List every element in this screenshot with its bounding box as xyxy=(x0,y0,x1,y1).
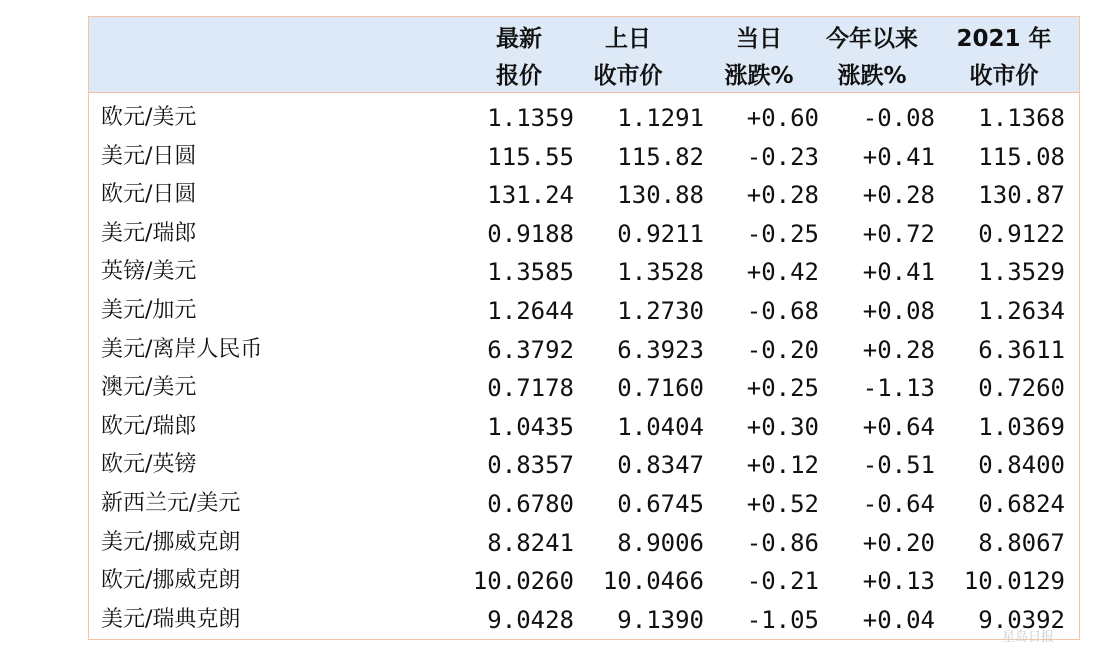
cell-prev-close: 0.8347 xyxy=(617,451,704,480)
table-row xyxy=(89,369,1079,407)
cell-prev-close: 0.9211 xyxy=(617,219,704,248)
cell-prev-close: 6.3923 xyxy=(617,335,704,364)
table-row xyxy=(89,253,1079,291)
table-row xyxy=(89,99,1079,137)
cell-latest: 115.55 xyxy=(487,142,574,171)
table-row xyxy=(89,485,1079,523)
table-row xyxy=(89,138,1079,176)
table-row xyxy=(89,408,1079,446)
cell-close-2021: 1.0369 xyxy=(978,412,1065,441)
cell-pair: 澳元/美元 xyxy=(101,375,197,401)
cell-pair: 美元/日圆 xyxy=(101,143,197,169)
cell-pair: 美元/挪威克朗 xyxy=(101,529,241,555)
cell-latest: 10.0260 xyxy=(472,567,574,596)
cell-day-change: +0.12 xyxy=(746,451,819,480)
cell-latest: 6.3792 xyxy=(487,335,574,364)
table-row xyxy=(89,524,1079,562)
cell-latest: 1.1359 xyxy=(487,104,574,132)
cell-ytd-change: +0.20 xyxy=(862,528,935,557)
cell-close-2021: 1.3529 xyxy=(978,258,1065,287)
cell-ytd-change: +0.41 xyxy=(862,258,935,287)
cell-pair: 欧元/挪威克朗 xyxy=(101,568,241,594)
cell-ytd-change: +0.08 xyxy=(862,297,935,325)
watermark: 星岛日报 xyxy=(1002,630,1055,645)
header-ytd-change: 今年以来 涨跌% xyxy=(826,26,918,89)
cell-pair: 美元/瑞郎 xyxy=(101,220,197,246)
cell-close-2021: 0.7260 xyxy=(978,374,1065,403)
cell-day-change: +0.52 xyxy=(746,490,819,518)
table-row xyxy=(89,176,1079,214)
cell-pair: 新西兰元/美元 xyxy=(101,491,241,516)
cell-ytd-change: +0.13 xyxy=(862,567,935,596)
table-row xyxy=(89,331,1079,369)
cell-latest: 1.2644 xyxy=(487,297,574,325)
cell-day-change: +0.25 xyxy=(746,374,819,403)
cell-latest: 9.0428 xyxy=(487,605,574,634)
cell-close-2021: 10.0129 xyxy=(963,567,1065,596)
cell-day-change: -0.25 xyxy=(746,219,819,248)
cell-pair: 欧元/美元 xyxy=(101,105,197,130)
cell-latest: 0.7178 xyxy=(487,374,574,403)
header-latest: 最新 报价 xyxy=(496,26,542,89)
cell-prev-close: 1.0404 xyxy=(617,412,704,441)
cell-ytd-change: -0.51 xyxy=(862,451,935,480)
cell-ytd-change: +0.28 xyxy=(862,181,935,210)
cell-close-2021: 9.0392 xyxy=(978,605,1065,634)
cell-prev-close: 8.9006 xyxy=(617,528,704,557)
cell-latest: 0.6780 xyxy=(487,490,574,518)
cell-prev-close: 1.1291 xyxy=(617,104,704,132)
cell-day-change: -0.23 xyxy=(746,142,819,171)
cell-day-change: -0.20 xyxy=(746,335,819,364)
cell-ytd-change: -0.08 xyxy=(862,104,935,132)
header-prev-close: 上日 收市价 xyxy=(593,26,663,89)
table-row xyxy=(89,446,1079,484)
cell-day-change: -1.05 xyxy=(746,605,819,634)
cell-close-2021: 0.8400 xyxy=(978,451,1065,480)
cell-close-2021: 0.6824 xyxy=(978,490,1065,518)
cell-ytd-change: +0.72 xyxy=(862,219,935,248)
cell-latest: 1.3585 xyxy=(487,258,574,287)
cell-day-change: +0.42 xyxy=(746,258,819,287)
cell-latest: 1.0435 xyxy=(487,412,574,441)
cell-pair: 欧元/英镑 xyxy=(101,452,197,478)
cell-prev-close: 130.88 xyxy=(617,181,704,210)
header-close-2021: 2021 年 收市价 xyxy=(956,26,1052,89)
table-row xyxy=(89,215,1079,253)
cell-latest: 0.9188 xyxy=(487,219,574,248)
fx-rates-table xyxy=(88,16,1080,640)
cell-ytd-change: +0.04 xyxy=(862,605,935,634)
cell-latest: 0.8357 xyxy=(487,451,574,480)
cell-close-2021: 8.8067 xyxy=(978,528,1065,557)
cell-close-2021: 115.08 xyxy=(978,142,1065,171)
cell-day-change: +0.60 xyxy=(746,104,819,132)
cell-day-change: +0.30 xyxy=(746,412,819,441)
cell-prev-close: 1.2730 xyxy=(617,297,704,325)
cell-pair: 欧元/瑞郎 xyxy=(101,413,197,439)
cell-ytd-change: +0.41 xyxy=(862,142,935,171)
cell-pair: 美元/加元 xyxy=(101,298,197,323)
table-header xyxy=(89,17,1079,93)
table-row xyxy=(89,601,1079,639)
cell-prev-close: 0.6745 xyxy=(617,490,704,518)
cell-latest: 8.8241 xyxy=(487,528,574,557)
cell-ytd-change: -0.64 xyxy=(862,490,935,518)
cell-ytd-change: +0.28 xyxy=(862,335,935,364)
cell-ytd-change: +0.64 xyxy=(862,412,935,441)
cell-pair: 美元/瑞典克朗 xyxy=(101,606,241,632)
cell-day-change: -0.68 xyxy=(746,297,819,325)
table-row xyxy=(89,562,1079,600)
cell-prev-close: 1.3528 xyxy=(617,258,704,287)
cell-pair: 英镑/美元 xyxy=(101,259,197,285)
cell-latest: 131.24 xyxy=(487,181,574,210)
cell-pair: 欧元/日圆 xyxy=(101,182,197,208)
cell-close-2021: 0.9122 xyxy=(978,219,1065,248)
cell-pair: 美元/离岸人民币 xyxy=(101,336,263,362)
cell-prev-close: 0.7160 xyxy=(617,374,704,403)
cell-ytd-change: -1.13 xyxy=(862,374,935,403)
cell-close-2021: 6.3611 xyxy=(978,335,1065,364)
header-day-change: 当日 涨跌% xyxy=(724,26,794,89)
cell-day-change: -0.21 xyxy=(746,567,819,596)
cell-day-change: -0.86 xyxy=(746,528,819,557)
cell-prev-close: 115.82 xyxy=(617,142,704,171)
cell-day-change: +0.28 xyxy=(746,181,819,210)
cell-close-2021: 130.87 xyxy=(978,181,1065,210)
cell-close-2021: 1.2634 xyxy=(978,297,1065,325)
cell-prev-close: 9.1390 xyxy=(617,605,704,634)
cell-prev-close: 10.0466 xyxy=(602,567,704,596)
table-row xyxy=(89,292,1079,330)
cell-close-2021: 1.1368 xyxy=(978,104,1065,132)
